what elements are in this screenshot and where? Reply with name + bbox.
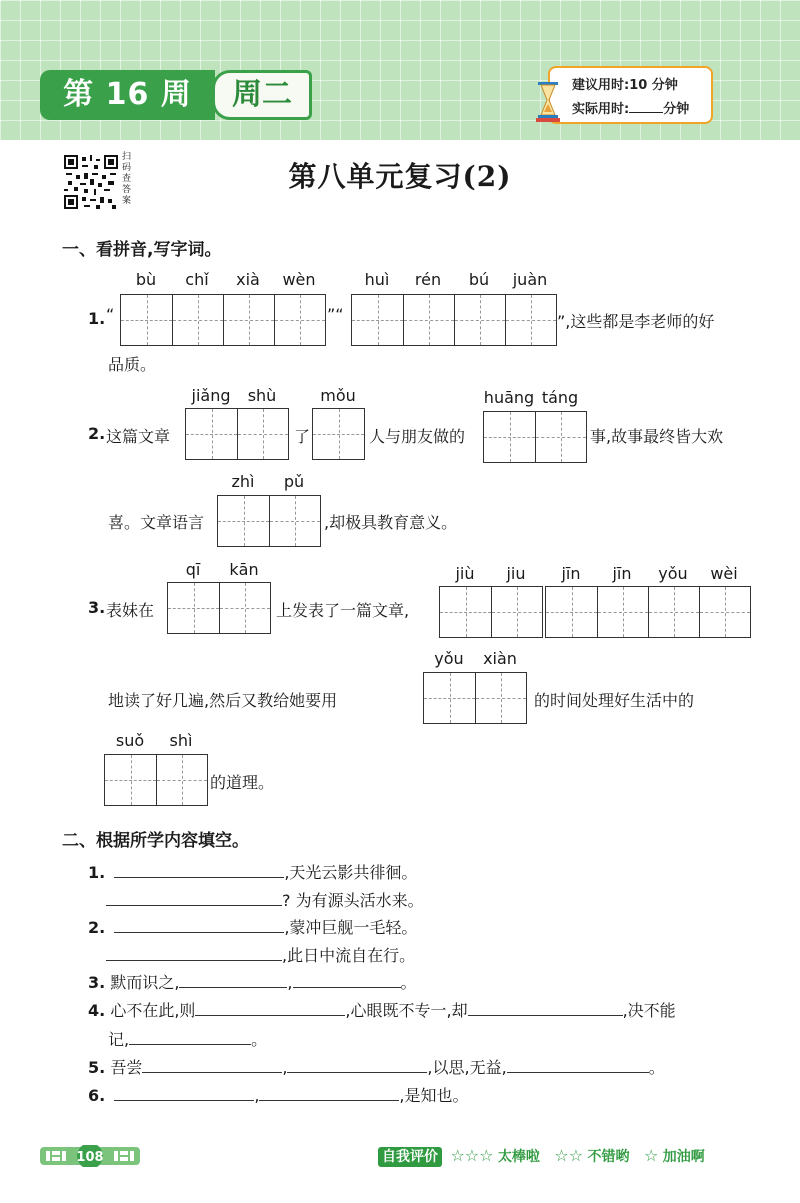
section2-heading: 二、根据所学内容填空。	[62, 831, 249, 851]
pinyin: rén	[414, 270, 442, 289]
fill-line-6	[88, 1083, 469, 1106]
question-text: 默而识之,	[110, 973, 180, 992]
question-text: 的道理。	[210, 773, 275, 792]
answer-blank[interactable]	[287, 1058, 427, 1073]
pinyin: jīn	[612, 564, 632, 583]
question-text: 表妹在	[106, 601, 155, 620]
pinyin: wèi	[710, 564, 738, 583]
question-number: 3.	[88, 598, 106, 617]
pinyin: xià	[236, 270, 260, 289]
answer-grid[interactable]	[351, 294, 557, 346]
quote-mark: ”“	[327, 305, 344, 324]
answer-grid[interactable]	[217, 495, 321, 547]
question-number: 3.	[88, 973, 106, 992]
pinyin: chǐ	[185, 270, 209, 289]
punctuation: 。	[648, 1058, 665, 1077]
page-number-badge	[40, 1145, 140, 1167]
question-text: 品质。	[108, 355, 157, 374]
answer-grid[interactable]	[439, 586, 543, 638]
pinyin: bú	[468, 270, 490, 289]
answer-grid[interactable]	[423, 672, 527, 724]
eval-option-great: 太棒啦	[497, 1149, 540, 1165]
question-text: 了	[294, 427, 311, 446]
answer-blank[interactable]	[259, 1086, 399, 1101]
pinyin: shù	[247, 386, 277, 405]
actual-time-blank[interactable]	[629, 100, 663, 113]
pinyin: zhì	[231, 472, 255, 491]
suggest-time: 建议用时:10 分钟	[572, 78, 678, 93]
answer-grid[interactable]	[104, 754, 208, 806]
answer-blank[interactable]	[129, 1030, 251, 1045]
star-icon[interactable]: ☆	[568, 1146, 584, 1165]
actual-time-prefix: 实际用时:	[572, 102, 630, 117]
question-text: 喜。文章语言	[108, 513, 205, 532]
pinyin: huì	[364, 270, 390, 289]
section1-heading: 一、看拼音,写字词。	[62, 240, 222, 260]
self-evaluation	[378, 1146, 715, 1166]
fill-line-2a	[88, 915, 417, 938]
pinyin: yǒu	[658, 564, 688, 583]
answer-grid[interactable]	[167, 582, 271, 634]
answer-grid[interactable]	[312, 408, 365, 460]
hourglass-icon	[536, 80, 560, 122]
actual-time-suffix: 分钟	[663, 102, 690, 117]
pinyin: shì	[169, 731, 193, 750]
pinyin: xiàn	[483, 649, 517, 668]
pinyin: mǒu	[320, 386, 356, 405]
question-text: ,天光云影共徘徊。	[284, 863, 418, 882]
answer-blank[interactable]	[179, 973, 287, 988]
question-text: ,心眼既不专一,却	[345, 1001, 468, 1020]
answer-blank[interactable]	[468, 1001, 623, 1016]
eval-option-good: 不错哟	[587, 1149, 630, 1165]
pinyin: táng	[541, 388, 579, 407]
question-number: 4.	[88, 1001, 106, 1020]
answer-blank[interactable]	[293, 973, 401, 988]
time-box	[548, 66, 713, 124]
pinyin: kān	[229, 560, 259, 579]
pinyin: jiu	[506, 564, 526, 583]
pinyin: suǒ	[115, 731, 145, 750]
answer-blank[interactable]	[106, 946, 282, 961]
question-number: 5.	[88, 1058, 106, 1077]
pinyin: jīn	[561, 564, 581, 583]
answer-blank[interactable]	[114, 863, 284, 878]
day-label: 周二	[212, 70, 312, 120]
pinyin: qī	[185, 560, 201, 579]
eval-option-keep-going: 加油啊	[662, 1149, 705, 1165]
fill-line-2b	[106, 943, 415, 966]
page-number: 108	[76, 1150, 104, 1165]
question-text: ,蒙冲巨舰一毛轻。	[284, 918, 418, 937]
question-number: 1.	[88, 309, 106, 328]
question-number: 1.	[88, 863, 106, 882]
question-number: 2.	[88, 424, 106, 443]
punctuation: ,	[254, 1086, 260, 1105]
fill-line-4a	[88, 998, 676, 1021]
question-text: ”,这些都是李老师的好	[557, 312, 715, 331]
fill-line-1b	[106, 888, 424, 911]
answer-blank[interactable]	[195, 1001, 345, 1016]
question-text: 心不在此,则	[110, 1001, 196, 1020]
star-icon[interactable]: ☆	[464, 1146, 480, 1165]
question-text: ,却极具教育意义。	[324, 513, 458, 532]
question-text: 这篇文章	[106, 427, 171, 446]
question-number: 2.	[88, 918, 106, 937]
answer-grid[interactable]	[483, 411, 587, 463]
question-text: 地读了好几遍,然后又教给她要用	[108, 691, 338, 710]
punctuation: 。	[400, 973, 417, 992]
answer-grid[interactable]	[185, 408, 289, 460]
question-number: 6.	[88, 1086, 106, 1105]
question-text: ? 为有源头活水来。	[282, 891, 424, 910]
actual-time	[572, 98, 689, 117]
fill-line-1a	[88, 860, 417, 883]
question-text: 的时间处理好生活中的	[534, 691, 695, 710]
eval-label: 自我评价	[378, 1147, 442, 1167]
answer-grid[interactable]	[120, 294, 326, 346]
pinyin: jiǎng	[191, 386, 231, 405]
answer-blank[interactable]	[114, 918, 284, 933]
star-icon[interactable]: ☆	[479, 1146, 494, 1165]
star-icon[interactable]: ☆	[450, 1146, 465, 1165]
question-text: ,决不能	[622, 1001, 676, 1020]
question-text: 吾尝	[110, 1058, 143, 1077]
answer-blank[interactable]	[142, 1058, 282, 1073]
page-title: 第八单元复习(2)	[288, 160, 512, 193]
question-text: ,以思,无益,	[427, 1058, 507, 1077]
pinyin: huāng	[483, 388, 535, 407]
punctuation: ,	[287, 973, 293, 992]
pinyin: juàn	[512, 270, 548, 289]
week-label: 第 16 周	[40, 70, 215, 120]
pinyin: pǔ	[283, 472, 305, 491]
question-text: 记,	[108, 1030, 130, 1049]
star-icon[interactable]: ☆	[554, 1146, 569, 1165]
fill-line-3	[88, 970, 417, 993]
question-text: 人与朋友做的	[369, 427, 466, 446]
question-text: 上发表了一篇文章,	[276, 601, 410, 620]
pinyin: yǒu	[434, 649, 464, 668]
pinyin: bù	[135, 270, 157, 289]
answer-blank[interactable]	[106, 891, 282, 906]
punctuation: 。	[251, 1030, 268, 1049]
question-text: ,此日中流自在行。	[282, 946, 416, 965]
fill-line-5	[88, 1055, 665, 1078]
punctuation: ,	[282, 1058, 288, 1077]
answer-grid[interactable]	[545, 586, 751, 638]
qr-caption: 扫码查答案	[122, 152, 132, 206]
question-text: ,是知也。	[399, 1086, 469, 1105]
question-text: 事,故事最终皆大欢	[590, 427, 724, 446]
quote-mark: “	[106, 305, 115, 324]
star-icon[interactable]: ☆	[643, 1146, 659, 1165]
fill-line-4b	[108, 1027, 267, 1050]
pinyin: wèn	[282, 270, 316, 289]
answer-blank[interactable]	[114, 1086, 254, 1101]
pinyin: jiù	[455, 564, 475, 583]
answer-blank[interactable]	[507, 1058, 649, 1073]
